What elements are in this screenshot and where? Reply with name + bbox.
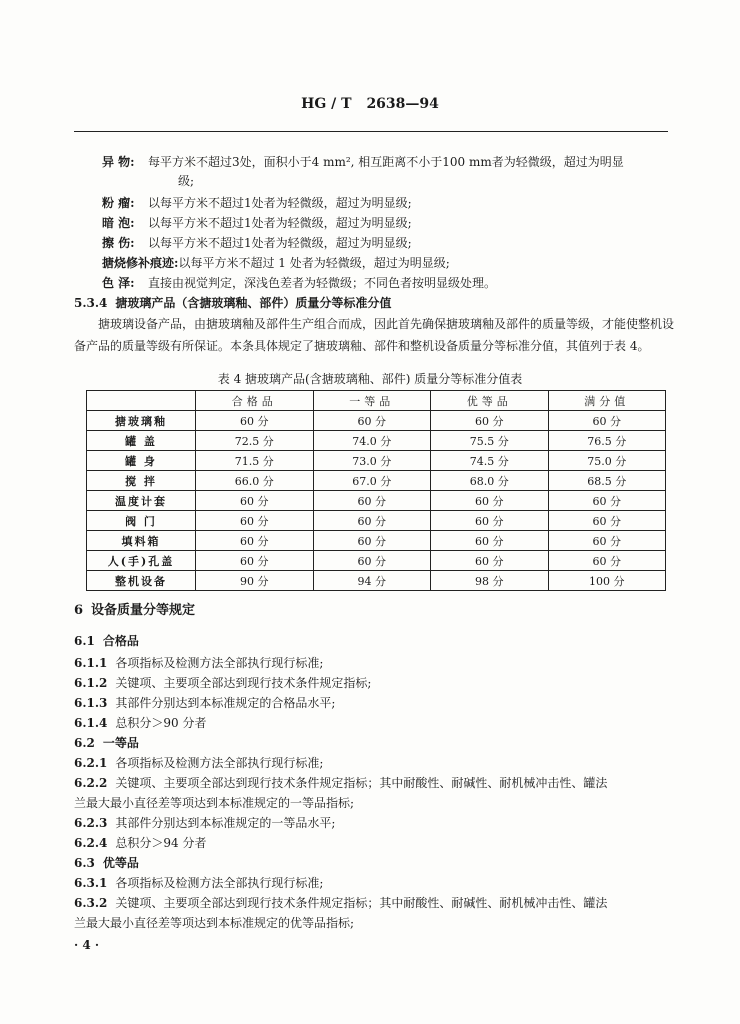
- table-row: 人(手)孔盖 60 分 60 分 60 分 60 分: [87, 551, 666, 571]
- clause-item-continuation: 兰最大最小直径差等项达到本标准规定的一等品指标;: [74, 796, 355, 810]
- table-header-row: 合格品 一等品 优等品 满分值: [87, 391, 666, 411]
- table-row: 罐 盖 72.5 分 74.0 分 75.5 分 76.5 分: [87, 431, 666, 451]
- defect-line: 粉 瘤: 以每平方米不超过1处者为轻微级，超过为明显级;: [102, 196, 412, 210]
- clause-heading: 6.1 合格品: [74, 634, 139, 648]
- page-header: [0, 96, 740, 112]
- clause-item: 6.2.1 各项指标及检测方法全部执行现行标准;: [74, 756, 324, 770]
- clause-item: 6.3.2 关键项、主要项全部达到现行技术条件规定指标；其中耐酸性、耐碱性、耐机械冲击性、罐法: [74, 896, 608, 910]
- section-heading: 6 设备质量分等规定: [74, 603, 196, 618]
- table-row: 温度计套 60 分 60 分 60 分 60 分: [87, 491, 666, 511]
- defect-line-continuation: 级;: [178, 174, 195, 188]
- clause-item: 6.1.3 其部件分别达到本标准规定的合格品水平;: [74, 696, 336, 710]
- clause-item: 6.1.4 总积分＞90 分者: [74, 716, 207, 730]
- table-row: 搅 拌 66.0 分 67.0 分 68.0 分 68.5 分: [87, 471, 666, 491]
- defect-line: 色 泽: 直接由视觉判定，深浅色差者为轻微级；不同色者按明显级处理。: [102, 276, 497, 290]
- table-row: 阀 门 60 分 60 分 60 分 60 分: [87, 511, 666, 531]
- table-row: 罐 身 71.5 分 73.0 分 74.5 分 75.0 分: [87, 451, 666, 471]
- section-heading: 5.3.4 搪玻璃产品（含搪玻璃釉、部件）质量分等标准分值: [74, 296, 392, 310]
- table-row: 整机设备 90 分 94 分 98 分 100 分: [87, 571, 666, 591]
- clause-item: 6.1.1 各项指标及检测方法全部执行现行标准;: [74, 656, 324, 670]
- clause-item: 6.2.4 总积分＞94 分者: [74, 836, 207, 850]
- standard-code: 2638—94: [366, 96, 439, 112]
- clause-item: 6.2.3 其部件分别达到本标准规定的一等品水平;: [74, 816, 336, 830]
- table-row: 填料箱 60 分 60 分 60 分 60 分: [87, 531, 666, 551]
- clause-heading: 6.3 优等品: [74, 856, 139, 870]
- clause-item: 6.3.1 各项指标及检测方法全部执行现行标准;: [74, 876, 324, 890]
- clause-item-continuation: 兰最大最小直径差等项达到本标准规定的优等品指标;: [74, 916, 355, 930]
- standard-prefix: HG / T: [301, 96, 352, 112]
- grade-score-table: [86, 390, 666, 591]
- table-row: 搪玻璃釉 60 分 60 分 60 分 60 分: [87, 411, 666, 431]
- clause-heading: 6.2 一等品: [74, 736, 139, 750]
- clause-item: 6.2.2 关键项、主要项全部达到现行技术条件规定指标；其中耐酸性、耐碱性、耐机械冲击性、罐法: [74, 776, 608, 790]
- defect-line: 擦 伤: 以每平方米不超过1处者为轻微级，超过为明显级;: [102, 236, 412, 250]
- defect-line: 异 物: 每平方米不超过3处，面积小于4 mm², 相互距离不小于100 mm者为轻微级，超过为明显: [102, 155, 624, 169]
- clause-item: 6.1.2 关键项、主要项全部达到现行技术条件规定指标;: [74, 676, 372, 690]
- defect-line: 暗 泡: 以每平方米不超过1处者为轻微级，超过为明显级;: [102, 216, 412, 230]
- section-paragraph: 搪玻璃设备产品，由搪玻璃釉及部件生产组合而成，因此首先确保搪玻璃釉及部件的质量等级，才能使整机设备产品的质量等级有所保证。本条具体规定了搪玻璃釉、部件和整机设备质量分等标准分值，其值列于表 4。: [74, 317, 675, 353]
- table-caption: 表 4 搪玻璃产品(含搪玻璃釉、部件) 质量分等标准分值表: [217, 372, 523, 386]
- header-rule: [74, 131, 668, 132]
- page-number: · 4 ·: [74, 938, 100, 952]
- defect-line: 搪烧修补痕迹:以每平方米不超过 1 处者为轻微级，超过为明显级;: [102, 256, 450, 270]
